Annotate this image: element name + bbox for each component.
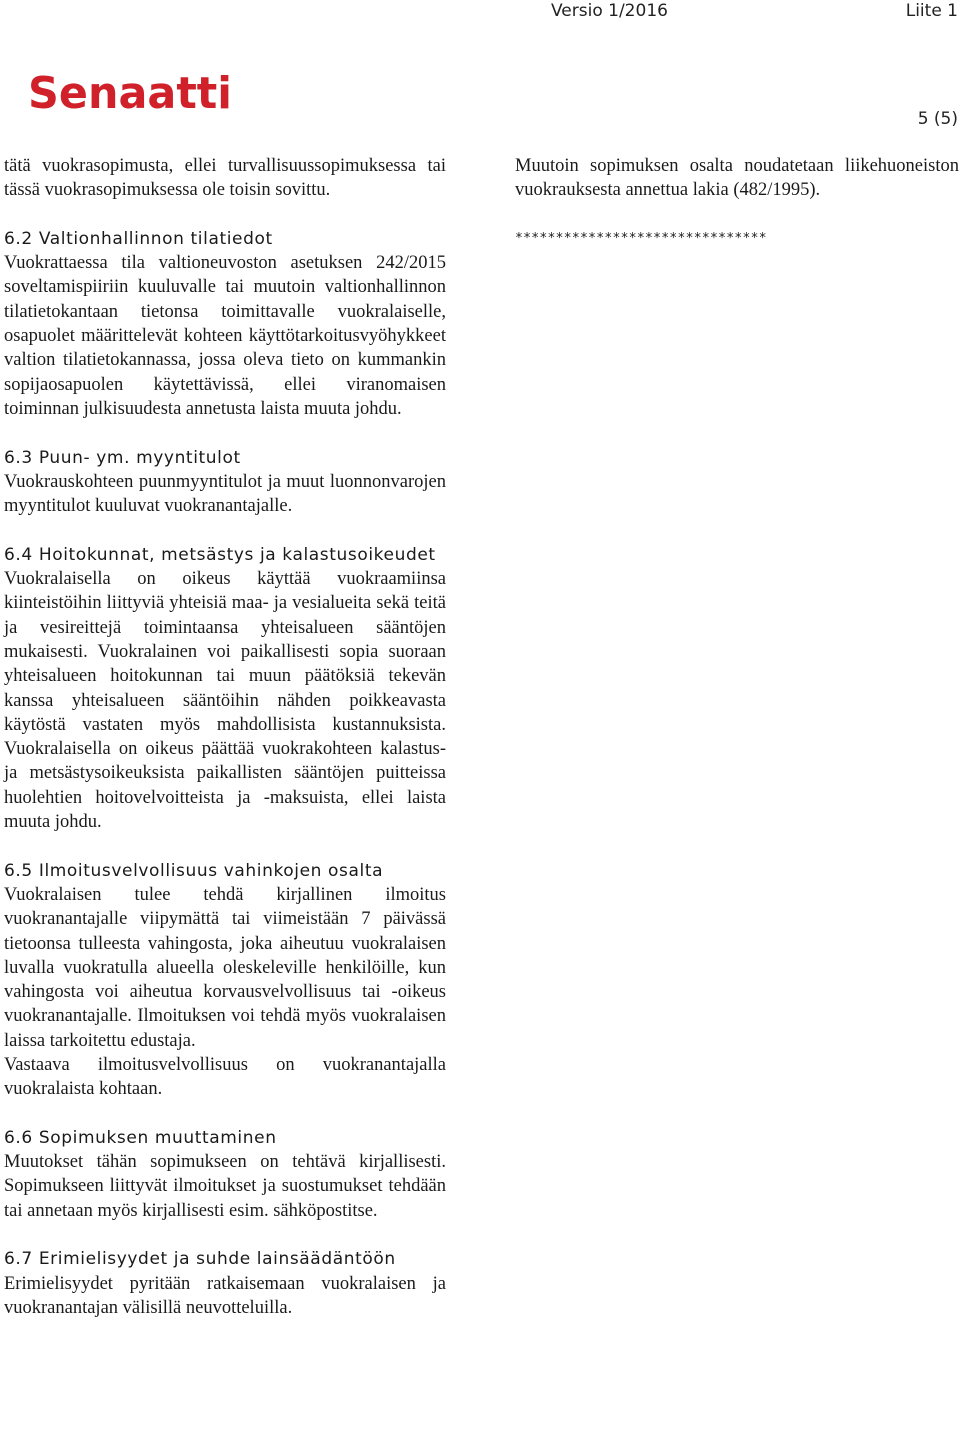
senaatti-logo bbox=[28, 68, 234, 114]
section-6-6 bbox=[4, 1126, 446, 1223]
separator-asterisks: ******************************* bbox=[515, 230, 767, 246]
section-heading: 6.5 Ilmoitusvelvollisuus vahinkojen osalta bbox=[4, 860, 384, 881]
section-heading: 6.3 Puun- ym. myyntitulot bbox=[4, 447, 241, 468]
intro-paragraph: tätä vuokrasopimusta, ellei turvallisuussopimuksessa tai tässä vuokrasopimuksessa ole toisin sovittu. bbox=[4, 156, 446, 201]
section-heading: 6.7 Erimielisyydet ja suhde lainsäädäntöön bbox=[4, 1249, 396, 1270]
section-paragraph: Vuokrauskohteen puunmyyntitulot ja muut luonnonvarojen myyntitulot kuuluvat vuokranantajalle. bbox=[4, 471, 446, 517]
section-6-3 bbox=[4, 446, 446, 519]
section-paragraph: Vuokralaisen tulee tehdä kirjallinen ilmoitus vuokranantajalle viipymättä tai viimeistään 7 päivässä tietoonsa tulleesta vahingosta, joka aiheutuu vuokralaisen luvalla vuokratulla alueella oleskeleville henkilöille, kun vahingosta voi aiheutua korvausvelvollisuus tai -oikeus vuokranantajalle. Ilmoituksen voi tehdä myös vuokralaisen laissa tarkoitettu edustaja. bbox=[4, 884, 446, 1051]
right-column bbox=[515, 154, 959, 251]
section-paragraph: Vuokrattaessa tila valtioneuvoston asetuksen 242/2015 soveltamispiiriin kuuluvalle tai muutoin valtionhallinnon tilatietokantaan tietonsa toimittavalle vuokralaiselle, osapuolet määrittelevät kohteen käyttötarkoitusvyöhykkeet valtion tilatietokannassa, jossa oleva tieto on kummankin sopijaosapuolen käytettävissä, ellei viranomaisen toiminnan julkisuudesta annetusta laista muuta johdu. bbox=[4, 253, 446, 419]
section-heading: 6.6 Sopimuksen muuttaminen bbox=[4, 1127, 277, 1148]
section-paragraph: Erimielisyydet pyritään ratkaisemaan vuokralaisen ja vuokranantajan välisillä neuvotteluilla. bbox=[4, 1273, 446, 1318]
left-column bbox=[4, 154, 446, 1320]
closing-paragraph: Muutoin sopimuksen osalta noudatetaan liikehuoneiston vuokrauksesta annettua lakia (482/1995). bbox=[515, 156, 959, 201]
section-6-5 bbox=[4, 859, 446, 1102]
logo-text: Senaatti bbox=[28, 68, 232, 114]
document-version: Versio 1/2016 bbox=[551, 1, 668, 21]
section-heading: 6.4 Hoitokunnat, metsästys ja kalastusoikeudet bbox=[4, 544, 436, 565]
attachment-label: Liite 1 bbox=[905, 1, 958, 21]
section-heading: 6.2 Valtionhallinnon tilatiedot bbox=[4, 228, 273, 249]
section-6-2 bbox=[4, 227, 446, 421]
section-paragraph: Vastaava ilmoitusvelvollisuus on vuokranantajalla vuokralaista kohtaan. bbox=[4, 1054, 446, 1100]
section-6-4 bbox=[4, 543, 446, 835]
section-paragraph: Muutokset tähän sopimukseen on tehtävä kirjallisesti. Sopimukseen liittyvät ilmoitukset ja suostumukset tehdään tai annetaan myös kirjallisesti esim. sähköpostitse. bbox=[4, 1152, 446, 1221]
page-number: 5 (5) bbox=[917, 109, 958, 129]
section-6-7 bbox=[4, 1247, 446, 1320]
section-paragraph: Vuokralaisella on oikeus käyttää vuokraamiinsa kiinteistöihin liittyviä yhteisiä maa- ja vesialueita sekä teitä ja vesireittejä toimintaansa yhteisalueen sääntöjen mukaisesti. Vuokralainen voi paikallisesti sopia suoraan yhteisalueen hoitokunnan tai muun päätöksiä tekevän kanssa yhteisalueen sääntöihin nähden poikkeavasta käytöstä vastaten myös mahdollisista kustannuksista. Vuokralaisella on oikeus päättää vuokrakohteen kalastus- ja metsästysoikeuksista paikallisten sääntöjen puitteissa huolehtien hoitovelvoitteista ja -maksuista, ellei laista muuta johdu. bbox=[4, 569, 446, 833]
